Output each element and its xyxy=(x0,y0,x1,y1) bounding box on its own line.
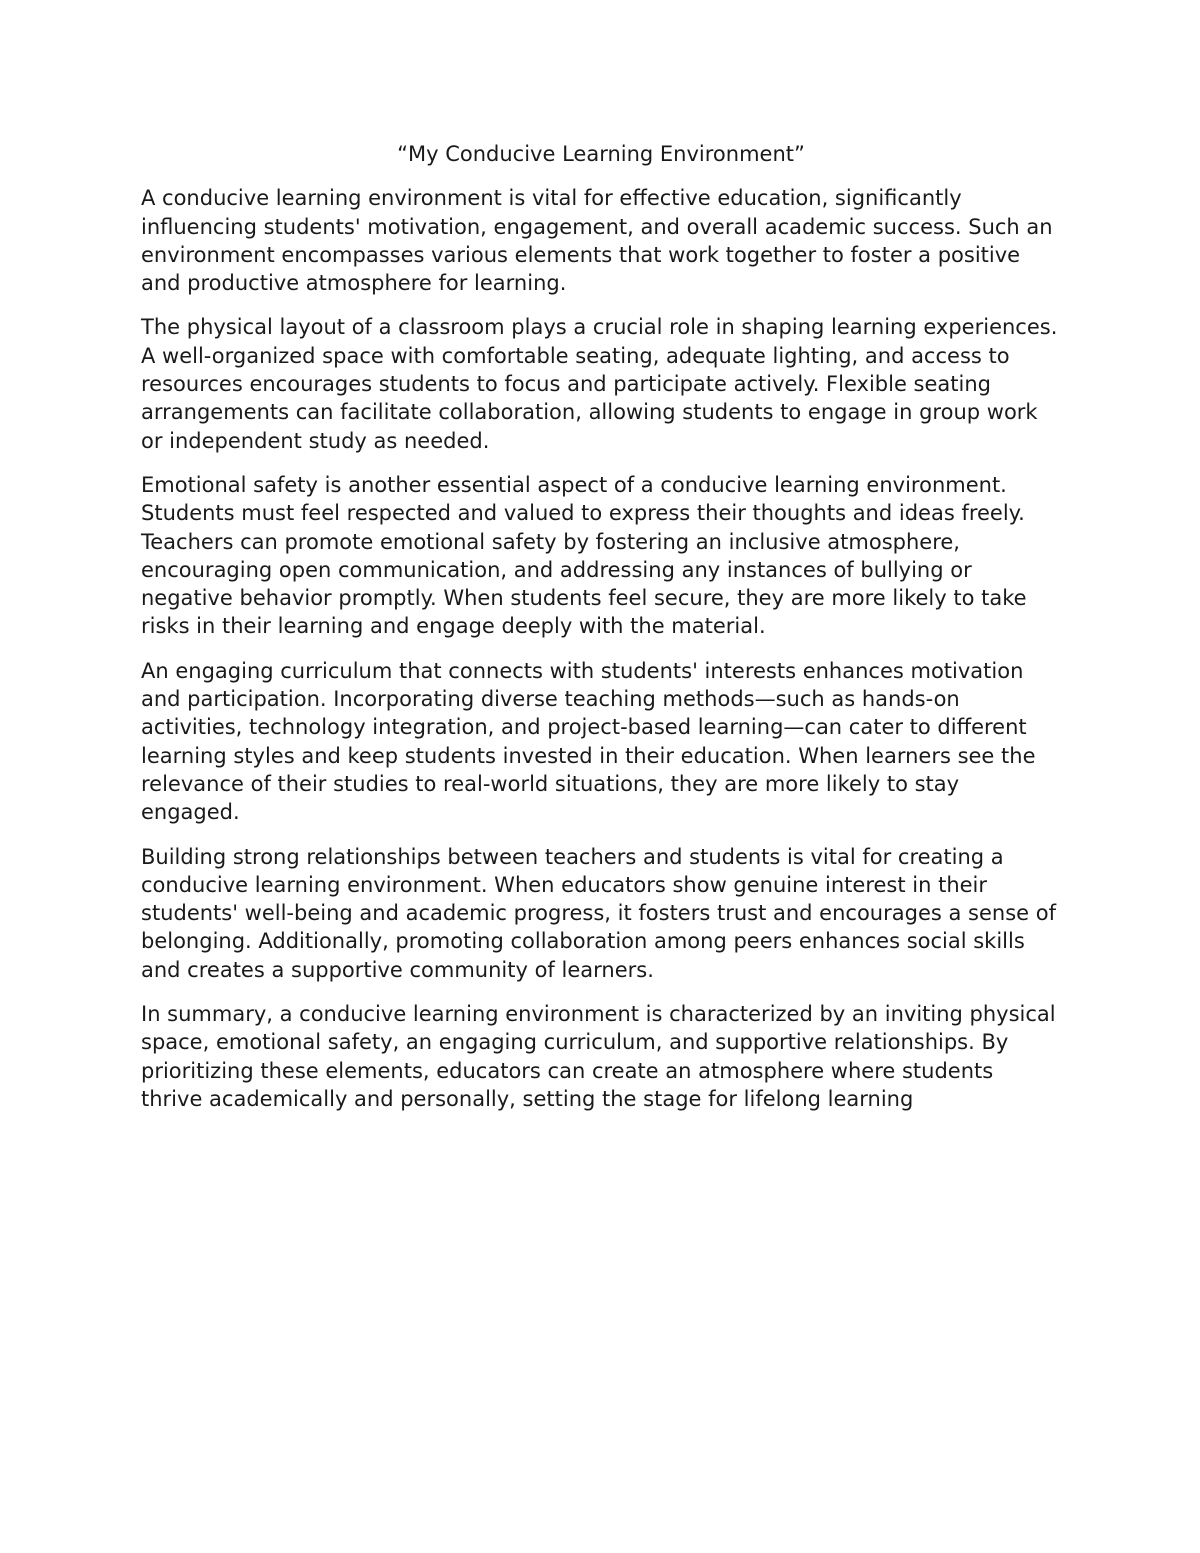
paragraph-physical-layout: The physical layout of a classroom plays a crucial role in shaping learning experiences. A well-organized space with comfortable seating, adequate lighting, and access to resources encourages students to focus and participate actively. Flexible seating arrangements can facilitate collaboration, allowing students to engage in group work or independent study as needed. xyxy=(141,315,1058,453)
document-title: “My Conducive Learning Environment” xyxy=(397,142,805,166)
document-body xyxy=(141,140,1061,1129)
paragraph-emotional-safety: Emotional safety is another essential aspect of a conducive learning environment. Students must feel respected and valued to express their thoughts and ideas freely. Teachers can promote emotional safety by fostering an inclusive atmosphere, encouraging open communication, and addressing any instances of bullying or negative behavior promptly. When students feel secure, they are more likely to take risks in their learning and engage deeply with the material. xyxy=(141,472,1027,639)
paragraph-summary: In summary, a conducive learning environment is characterized by an inviting physical space, emotional safety, an engaging curriculum, and supportive relationships. By prioritizing these elements, educators can create an atmosphere where students thrive academically and personally, setting the stage for lifelong learning xyxy=(141,1002,1056,1111)
paragraph-engaging-curriculum: An engaging curriculum that connects with students' interests enhances motivation and participation. Incorporating diverse teaching methods—such as hands-on activities, technology integration, and project-based learning—can cater to different learning styles and keep students invested in their education. When learners see the relevance of their studies to real-world situations, they are more likely to stay engaged. xyxy=(141,658,1036,825)
paragraph-introduction: A conducive learning environment is vital for effective education, significantly influencing students' motivation, engagement, and overall academic success. Such an environment encompasses various elements that work together to foster a positive and productive atmosphere for learning. xyxy=(141,186,1053,296)
paragraph-relationships: Building strong relationships between teachers and students is vital for creating a conducive learning environment. When educators show genuine interest in their students' well-being and academic progress, it fosters trust and encourages a sense of belonging. Additionally, promoting collaboration among peers enhances social skills and creates a supportive community of learners. xyxy=(141,844,1056,982)
